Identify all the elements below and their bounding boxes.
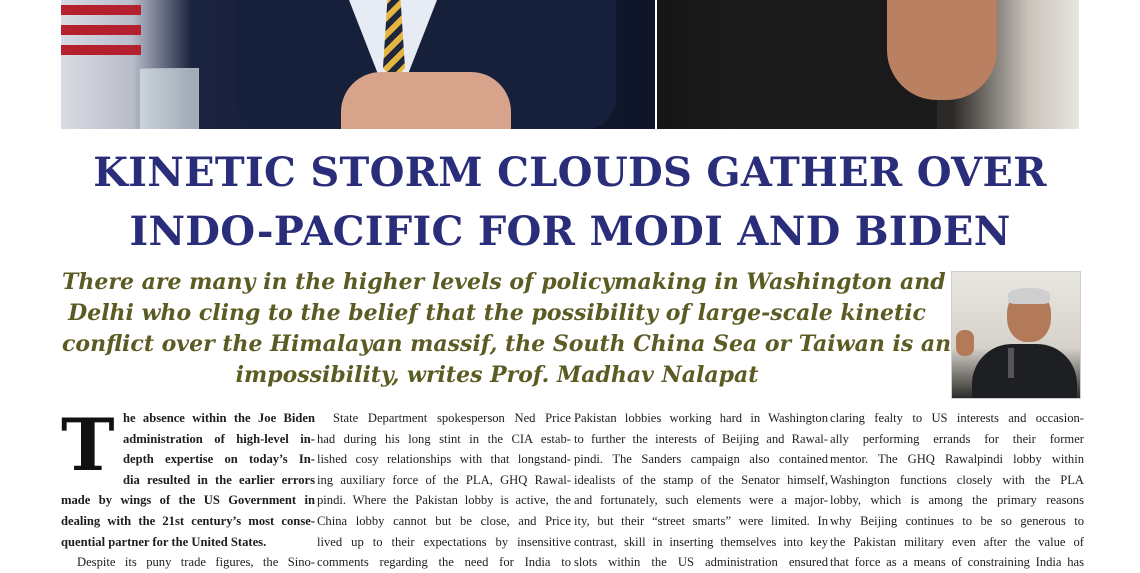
standfirst-line: Delhi who cling to the belief that the possibility of large-scale kinetic bbox=[68, 300, 926, 326]
body-line: the Pakistan military even after the value of bbox=[830, 534, 1084, 549]
body-column-1 bbox=[61, 402, 315, 573]
body-line: Despite its puny trade figures, the Sino- bbox=[77, 555, 315, 570]
body-line: quential partner for the United States. bbox=[61, 534, 267, 549]
hands-shape bbox=[341, 72, 511, 129]
body-line: ity, but their “street smarts” were limited. In bbox=[574, 513, 828, 528]
standfirst bbox=[62, 267, 952, 391]
body-line: dia resulted in the earlier errors bbox=[123, 472, 315, 487]
body-line: mentor. The GHQ Rawalpindi lobby within bbox=[830, 452, 1084, 467]
photo-biden bbox=[61, 0, 655, 129]
body-line: comments regarding the need for India to bbox=[317, 555, 571, 570]
body-line: dealing with the 21st century’s most conse- bbox=[61, 513, 315, 528]
body-line: slots within the US administration ensured bbox=[574, 555, 828, 570]
body-column-4 bbox=[830, 408, 1084, 573]
standfirst-line: impossibility, writes Prof. Madhav Nalapat bbox=[235, 362, 759, 388]
body-line: State Department spokesperson Ned Price bbox=[333, 411, 571, 425]
body-line: claring fealty to US interests and occasion- bbox=[830, 411, 1084, 425]
author-photo bbox=[951, 271, 1081, 399]
flag-decoration bbox=[61, 25, 141, 35]
body-line: lished cosy relationships with that longstand- bbox=[317, 452, 571, 467]
hand-shape bbox=[887, 0, 997, 100]
body-line: ally performing errands for their former bbox=[830, 431, 1084, 446]
headline-line-1: KINETIC STORM CLOUDS GATHER OVER bbox=[93, 149, 1047, 196]
author-hand-shape bbox=[956, 330, 974, 356]
headline-line-2: INDO-PACIFIC FOR MODI AND BIDEN bbox=[129, 208, 1011, 255]
body-line: ing auxiliary force of the PLA, GHQ Rawal- bbox=[317, 472, 571, 487]
author-hair-shape bbox=[1008, 288, 1050, 304]
body-column-3 bbox=[574, 408, 828, 573]
body-line: he absence within the Joe Biden bbox=[123, 411, 315, 425]
body-line: China lobby cannot but be close, and Price bbox=[317, 513, 571, 528]
body-line: Washington functions closely with the PLA bbox=[830, 472, 1084, 487]
body-line: that force as a means of constraining India has bbox=[830, 555, 1084, 570]
standfirst-line: conflict over the Himalayan massif, the South China Sea or Taiwan is an bbox=[62, 331, 952, 357]
flag-decoration bbox=[61, 5, 141, 15]
body-line: depth expertise on today’s In- bbox=[123, 452, 315, 467]
water-glass bbox=[139, 68, 199, 129]
author-body-shape bbox=[972, 344, 1077, 399]
photo-modi bbox=[657, 0, 1079, 129]
microphone-icon bbox=[1008, 348, 1014, 378]
body-line: why Beijing continues to be so generous to bbox=[830, 513, 1084, 528]
body-line: lived up to their expectations by insensitive bbox=[317, 534, 571, 549]
body-line: pindi. The Sanders campaign also contained bbox=[574, 452, 828, 467]
drop-cap: T bbox=[61, 402, 115, 487]
body-line: had during his long stint in the CIA estab- bbox=[317, 431, 571, 446]
body-line: administration of high-level in- bbox=[123, 431, 315, 446]
body-line: idealists of the stamp of the Senator himself, bbox=[574, 472, 828, 487]
standfirst-line: There are many in the higher levels of policymaking in Washington and bbox=[62, 269, 946, 295]
body-line: to further the interests of Beijing and Rawal- bbox=[574, 431, 828, 446]
body-line: made by wings of the US Government in bbox=[61, 493, 315, 508]
flag-decoration bbox=[61, 45, 141, 55]
body-line: contrast, skill in inserting themselves into key bbox=[574, 534, 828, 549]
body-column-2 bbox=[317, 408, 571, 573]
body-line: pindi. Where the Pakistan lobby is active, the bbox=[317, 493, 571, 508]
body-line: lobby, which is among the primary reasons bbox=[830, 493, 1084, 508]
body-line: and fortunately, such elements were a major- bbox=[574, 493, 828, 508]
body-line: Pakistan lobbies working hard in Washington bbox=[574, 411, 828, 425]
